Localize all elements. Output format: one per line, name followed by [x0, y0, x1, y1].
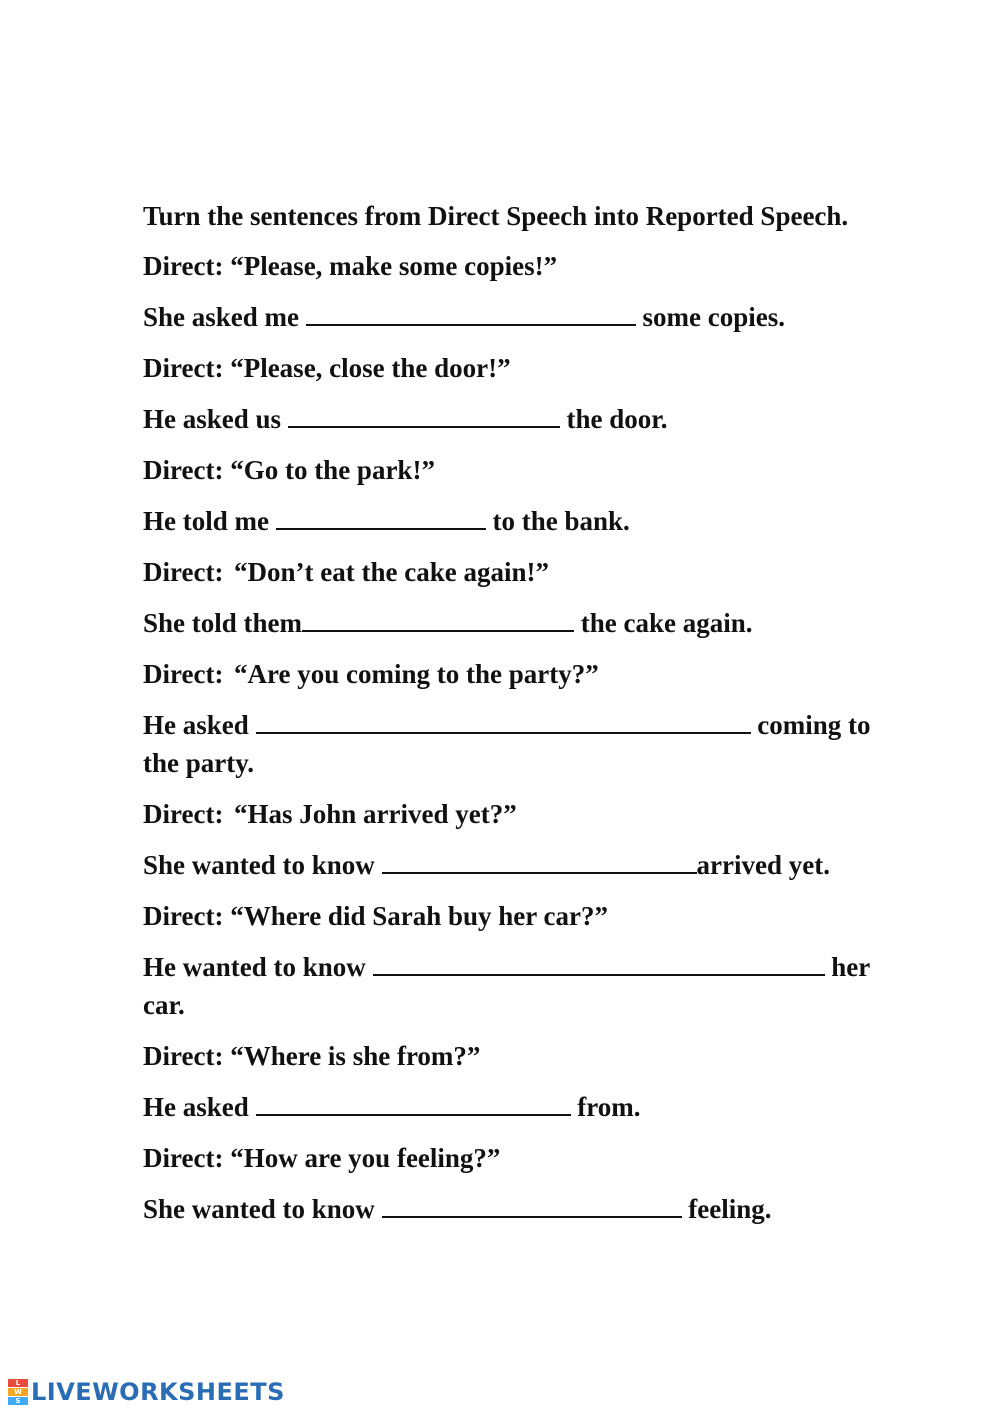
direct-line — [143, 247, 913, 285]
reported-before: She asked me — [143, 302, 300, 332]
direct-line — [143, 1139, 913, 1177]
answer-blank[interactable] — [302, 610, 574, 632]
reported-before: She told them — [143, 608, 303, 638]
direct-label: Direct: — [143, 455, 224, 485]
reported-before: He told me — [143, 506, 269, 536]
answer-blank[interactable] — [288, 406, 560, 428]
logo-letter: W — [8, 1388, 28, 1396]
direct-label: Direct: — [143, 1143, 224, 1173]
answer-blank[interactable] — [256, 1094, 571, 1116]
logo-letter: S — [8, 1397, 28, 1405]
reported-before: She wanted to know — [143, 850, 375, 880]
answer-blank[interactable] — [382, 852, 697, 874]
reported-after: arrived yet. — [696, 850, 830, 880]
direct-line — [143, 795, 913, 833]
direct-quote: “Please, close the door!” — [230, 353, 511, 383]
direct-line — [143, 897, 913, 935]
worksheet — [143, 197, 913, 1241]
reported-before: He asked — [143, 1092, 249, 1122]
reported-after: to the bank. — [492, 506, 630, 536]
direct-line — [143, 1037, 913, 1075]
direct-quote: “Has John arrived yet?” — [234, 799, 517, 829]
reported-before: He asked — [143, 710, 249, 740]
reported-line — [143, 400, 913, 438]
direct-label: Direct: — [143, 251, 224, 281]
answer-blank[interactable] — [306, 304, 636, 326]
direct-label: Direct: — [143, 557, 224, 587]
answer-blank[interactable] — [276, 508, 486, 530]
reported-line — [143, 846, 913, 884]
logo-icon — [8, 1379, 28, 1405]
reported-after: some copies. — [642, 302, 785, 332]
direct-label: Direct: — [143, 799, 224, 829]
reported-before: He wanted to know — [143, 952, 366, 982]
reported-line — [143, 1088, 913, 1126]
reported-after: feeling. — [688, 1194, 772, 1224]
direct-label: Direct: — [143, 659, 224, 689]
direct-quote: “Don’t eat the cake again!” — [234, 557, 549, 587]
direct-quote: “Go to the park!” — [230, 455, 435, 485]
direct-label: Direct: — [143, 353, 224, 383]
direct-quote: “Where did Sarah buy her car?” — [230, 901, 608, 931]
reported-after: from. — [577, 1092, 641, 1122]
brand-name: LIVEWORKSHEETS — [31, 1378, 285, 1406]
reported-after: coming to the party. — [143, 710, 871, 778]
direct-line — [143, 451, 913, 489]
answer-blank[interactable] — [373, 954, 825, 976]
reported-line — [143, 1190, 913, 1228]
reported-after: the cake again. — [580, 608, 753, 638]
reported-before: He asked us — [143, 404, 282, 434]
direct-line — [143, 553, 913, 591]
direct-line — [143, 655, 913, 693]
direct-quote: “Please, make some copies!” — [230, 251, 558, 281]
reported-line — [143, 604, 913, 642]
direct-quote: “How are you feeling?” — [230, 1143, 501, 1173]
reported-after: the door. — [566, 404, 668, 434]
reported-line — [143, 706, 913, 782]
logo-letter: L — [8, 1379, 28, 1387]
direct-line — [143, 349, 913, 387]
instructions: Turn the sentences from Direct Speech into Reported Speech. — [143, 201, 849, 231]
answer-blank[interactable] — [256, 712, 751, 734]
direct-label: Direct: — [143, 1041, 224, 1071]
direct-label: Direct: — [143, 901, 224, 931]
direct-quote: “Are you coming to the party?” — [234, 659, 599, 689]
reported-line — [143, 948, 913, 1024]
reported-before: She wanted to know — [143, 1194, 375, 1224]
liveworksheets-logo — [8, 1378, 285, 1406]
reported-line — [143, 298, 913, 336]
reported-after: her car. — [143, 952, 870, 1020]
reported-line — [143, 502, 913, 540]
answer-blank[interactable] — [382, 1196, 682, 1218]
direct-quote: “Where is she from?” — [230, 1041, 481, 1071]
